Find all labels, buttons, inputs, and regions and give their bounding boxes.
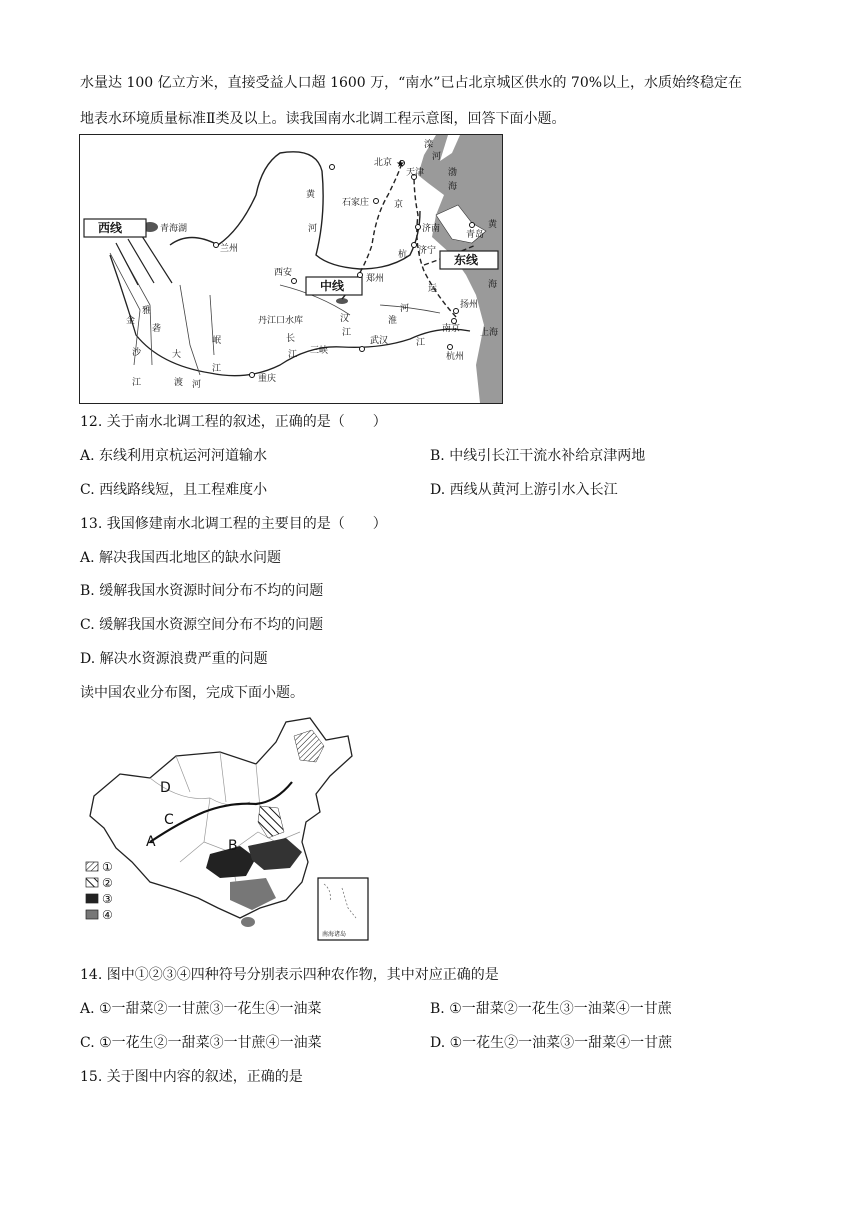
city-zhengzhou: 郑州 [366, 274, 385, 284]
place-du: 渡 [174, 378, 184, 388]
place-he4: 河 [192, 380, 202, 390]
city-nanjing: 南京 [442, 324, 461, 334]
intro-line-1: 水量达 100 亿立方米，直接受益人口超 1600 万，“南水”已占北京城区供水的 70%以上，水质始终稳定在 [80, 75, 743, 91]
q14-option-a: A. ①一甜菜②一甘蔗③一花生④一油菜 [80, 1001, 322, 1017]
legend-swatch-1 [86, 862, 98, 871]
place-hai1: 海 [448, 182, 458, 192]
min-river [210, 295, 214, 355]
place-jiang3: 江 [416, 338, 426, 348]
city-hangzhou: 杭州 [446, 352, 465, 362]
q14-option-b: B. ①一甜菜②一花生③一油菜④一甘蔗 [430, 1001, 672, 1017]
place-da: 大 [172, 350, 182, 360]
capital-star-icon: ★ [396, 159, 405, 170]
q13-stem: 13. 我国修建南水北调工程的主要目的是（ ） [80, 516, 387, 532]
city-shijiazhuang: 石家庄 [342, 198, 370, 208]
city-tianjin: 天津 [406, 168, 425, 178]
q13-option-b: B. 缓解我国水资源时间分布不均的问题 [80, 583, 324, 599]
q12-option-b: B. 中线引长江干流水补给京津两地 [430, 448, 646, 464]
city-jinan: 济南 [422, 224, 441, 234]
city-shanghai: 上海 [480, 328, 499, 338]
place-jiang1: 江 [342, 328, 352, 338]
city-wuhan: 武汉 [370, 336, 389, 346]
water-diversion-map [79, 134, 503, 404]
place-huang-river: 黄 [306, 190, 316, 200]
q12-option-c: C. 西线路线短，且工程难度小 [80, 482, 268, 498]
place-bo: 渤 [448, 168, 458, 178]
intro-line-2: 地表水环境质量标准Ⅱ类及以上。读我国南水北调工程示意图，回答下面小题。 [80, 111, 566, 127]
q14-option-d: D. ①一花生②一油菜③一甜菜④一甘蔗 [430, 1035, 673, 1051]
place-luan: 滦 [424, 140, 434, 150]
west-route-label: 西线 [98, 221, 123, 235]
place-yun: 运 [428, 284, 438, 294]
legend-swatch-3 [86, 894, 98, 903]
agriculture-map-svg [80, 712, 380, 944]
place-danjiangkou: 丹江口水库 [258, 316, 304, 326]
q15-stem: 15. 关于图中内容的叙述，正确的是 [80, 1069, 303, 1085]
place-three-gorges: 三峡 [310, 346, 329, 356]
map2-lead: 读中国农业分布图，完成下面小题。 [80, 685, 304, 701]
middle-route-label: 中线 [320, 279, 345, 293]
west-route-line [116, 233, 172, 285]
city-xian: 西安 [274, 268, 293, 278]
legend-label-4: ④ [102, 908, 113, 922]
q12-option-a: A. 东线利用京杭运河河道输水 [80, 448, 268, 464]
place-long: 砻 [152, 324, 162, 334]
place-hang: 杭 [398, 250, 408, 260]
q12-option-d: D. 西线从黄河上游引水入长江 [430, 482, 618, 498]
legend-label-3: ③ [102, 892, 113, 906]
place-qinghai-lake: 青海湖 [160, 224, 188, 234]
place-jing: 京 [394, 200, 404, 210]
city-chongqing: 重庆 [258, 374, 277, 384]
map-letter-a: A [146, 834, 156, 850]
map-letter-b: B [228, 838, 238, 854]
place-jiang2: 江 [288, 350, 298, 360]
place-he1: 河 [432, 152, 442, 162]
place-he2: 河 [308, 224, 318, 234]
q13-option-d: D. 解决水资源浪费严重的问题 [80, 651, 268, 667]
dadu-river [180, 285, 200, 375]
yellow-river [170, 152, 420, 269]
place-han: 汉 [340, 314, 350, 324]
legend-label-2: ② [102, 876, 113, 890]
city-lanzhou: 兰州 [220, 244, 239, 254]
region-4-hainan [241, 917, 255, 927]
q14-stem: 14. 图中①②③④四种符号分别表示四种农作物，其中对应正确的是 [80, 967, 499, 983]
city-yangzhou: 扬州 [460, 300, 479, 310]
inset-label: 南海诸岛 [322, 931, 347, 938]
east-route-label: 东线 [454, 253, 479, 267]
place-jiang5: 江 [212, 364, 222, 374]
city-beijing: 北京 [374, 158, 393, 168]
q14-option-c: C. ①一花生②一甜菜③一甘蔗④一油菜 [80, 1035, 322, 1051]
place-min: 岷 [212, 336, 222, 346]
place-sha: 沙 [132, 348, 142, 358]
legend-swatch-2 [86, 878, 98, 887]
water-diversion-map-svg [80, 135, 502, 403]
place-chang: 长 [286, 334, 296, 344]
place-huai: 淮 [388, 316, 398, 326]
q13-option-c: C. 缓解我国水资源空间分布不均的问题 [80, 617, 324, 633]
q13-option-a: A. 解决我国西北地区的缺水问题 [80, 550, 282, 566]
legend-label-1: ① [102, 860, 113, 874]
place-huang-sea: 黄 [488, 220, 498, 230]
map-letter-d: D [160, 780, 171, 796]
huai-river [380, 305, 440, 313]
q12-stem: 12. 关于南水北调工程的叙述，正确的是（ ） [80, 414, 387, 430]
place-ya: 雅 [142, 306, 152, 316]
place-jin: 金 [126, 316, 136, 326]
place-jiang4: 江 [132, 378, 142, 388]
place-hai2: 海 [488, 280, 498, 290]
city-jining: 济宁 [418, 246, 437, 256]
place-he3: 河 [400, 304, 410, 314]
legend-swatch-4 [86, 910, 98, 919]
agriculture-map [80, 712, 380, 944]
city-qingdao: 青岛 [466, 230, 485, 240]
map-letter-c: C [164, 812, 174, 828]
